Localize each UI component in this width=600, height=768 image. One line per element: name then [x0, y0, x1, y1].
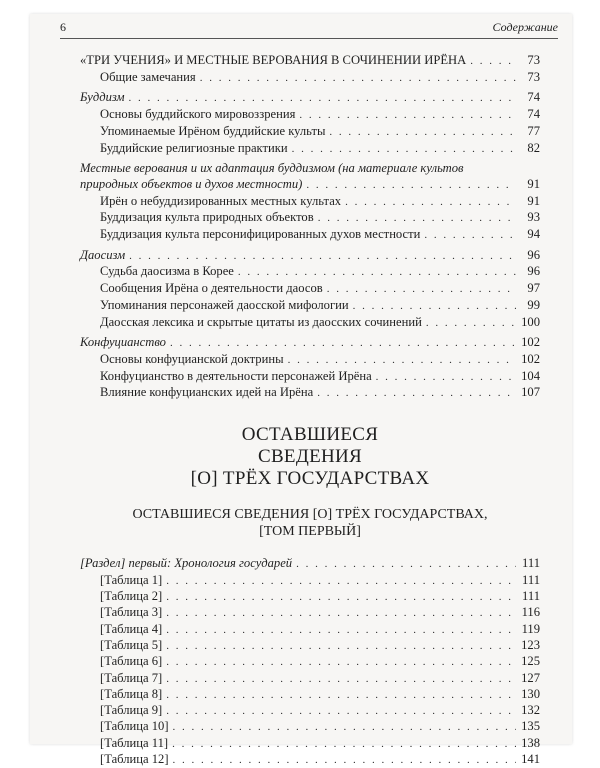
- toc-entry-label: Общие замечания: [100, 69, 196, 84]
- dot-leader: [166, 672, 516, 687]
- toc-entry[interactable]: [80, 124, 540, 141]
- toc-entry-page: 96: [527, 247, 540, 262]
- toc-entry-label: Местные верования и их адаптация буддизмом (на материале культов: [80, 161, 464, 176]
- dot-leader: [470, 54, 516, 70]
- toc-entry-label: Влияние конфуцианских идей на Ирёна: [100, 385, 314, 400]
- toc-entry-label: [Таблица 10]: [100, 719, 169, 734]
- toc-entry-table[interactable]: [80, 654, 540, 670]
- toc-entry-table[interactable]: [80, 605, 540, 621]
- dot-leader: [166, 655, 516, 670]
- toc-section-buddhism[interactable]: [80, 90, 540, 107]
- toc-entry-page: 111: [522, 556, 540, 571]
- toc-entry[interactable]: [80, 194, 540, 211]
- toc-entry-table[interactable]: [80, 638, 540, 654]
- dot-leader: [200, 71, 516, 87]
- running-title: Содержание: [492, 20, 558, 34]
- toc-entry-label: [Таблица 6]: [100, 654, 163, 669]
- toc-entry-page: 132: [521, 703, 540, 718]
- toc-entry-page: 99: [527, 297, 540, 312]
- toc-entry-page: 100: [521, 314, 540, 329]
- toc-entry-label: Упоминаемые Ирёном буддийские культы: [100, 123, 326, 138]
- toc-entry[interactable]: [80, 352, 540, 369]
- toc-entry-label: [Таблица 5]: [100, 637, 163, 652]
- toc-entry-label: [Таблица 11]: [100, 735, 169, 750]
- dot-leader: [318, 211, 516, 227]
- toc-entry-page: 77: [527, 123, 540, 138]
- toc-entry-page: 74: [527, 90, 540, 105]
- toc-entry-label: [Таблица 9]: [100, 703, 163, 718]
- toc-entry-page: 104: [521, 368, 540, 383]
- toc-entry-table[interactable]: [80, 622, 540, 638]
- toc-entry-page: 91: [527, 193, 540, 208]
- toc-entry-label: Конфуцианство: [80, 335, 166, 350]
- toc-section-confucianism[interactable]: [80, 335, 540, 352]
- toc-entry-label: [Раздел] первый: Хронология государей: [80, 556, 293, 571]
- toc-entry-page: 119: [521, 621, 540, 636]
- volume-title-line: ОСТАВШИЕСЯ СВЕДЕНИЯ [О] ТРЁХ ГОСУДАРСТВАХ,: [132, 507, 488, 523]
- dot-leader: [426, 316, 516, 332]
- toc-entry-page: 127: [521, 670, 540, 685]
- part-title-line: ОСТАВШИЕСЯ: [241, 424, 379, 446]
- toc-entry-page: 111: [522, 572, 540, 587]
- dot-leader: [296, 557, 516, 573]
- toc-entry[interactable]: [80, 298, 540, 315]
- toc-entry-page: 141: [521, 752, 540, 767]
- toc-entry-page: 111: [522, 589, 540, 604]
- toc-entry-page: 102: [521, 351, 540, 366]
- table-of-contents: [80, 53, 540, 768]
- toc-entry-label: Основы буддийского мировоззрения: [100, 107, 296, 122]
- dot-leader: [317, 386, 516, 402]
- running-head: [60, 20, 558, 39]
- toc-entry-table[interactable]: [80, 719, 540, 735]
- dot-leader: [129, 91, 516, 107]
- dot-leader: [173, 753, 516, 768]
- toc-entry[interactable]: [80, 210, 540, 227]
- toc-entry-page: 82: [527, 140, 540, 155]
- toc-section-chronology[interactable]: [80, 556, 540, 573]
- toc-entry-label: Сообщения Ирёна о деятельности даосов: [100, 281, 323, 296]
- dot-leader: [166, 639, 516, 654]
- toc-entry-label: «ТРИ УЧЕНИЯ» И МЕСТНЫЕ ВЕРОВАНИЯ В СОЧИНЕНИИ ИРЁНА: [80, 53, 467, 67]
- toc-entry-page: 91: [527, 176, 540, 191]
- toc-entry[interactable]: [80, 264, 540, 281]
- dot-leader: [170, 336, 516, 352]
- toc-entry[interactable]: [80, 141, 540, 158]
- dot-leader: [166, 688, 516, 703]
- toc-entry-label: Буддийские религиозные практики: [100, 140, 288, 155]
- part-title: [80, 424, 540, 490]
- toc-entry[interactable]: [80, 107, 540, 124]
- toc-entry-label: Упоминания персонажей даосской мифологии: [100, 297, 349, 312]
- toc-entry[interactable]: [80, 385, 540, 402]
- toc-entry-label: Судьба даосизма в Корее: [100, 264, 234, 279]
- toc-entry-table[interactable]: [80, 671, 540, 687]
- toc-entry-page: 123: [521, 637, 540, 652]
- toc-entry-page: 73: [527, 69, 540, 84]
- toc-entry-table[interactable]: [80, 687, 540, 703]
- toc-entry[interactable]: [80, 315, 540, 332]
- toc-entry-table[interactable]: [80, 589, 540, 605]
- dot-leader: [327, 282, 516, 298]
- tables-list: [80, 573, 540, 768]
- dot-leader: [166, 623, 516, 638]
- toc-entry[interactable]: [80, 70, 540, 87]
- toc-entry-table[interactable]: [80, 752, 540, 768]
- toc-entry-label: Основы конфуцианской доктрины: [100, 351, 284, 366]
- dot-leader: [166, 704, 516, 719]
- toc-entry-table[interactable]: [80, 573, 540, 589]
- toc-section-local-beliefs[interactable]: [80, 161, 540, 193]
- dot-leader: [129, 249, 516, 265]
- dot-leader: [288, 353, 516, 369]
- toc-entry-label: [Таблица 8]: [100, 686, 163, 701]
- toc-entry-page: 96: [527, 264, 540, 279]
- volume-title: [80, 506, 540, 540]
- dot-leader: [424, 228, 516, 244]
- toc-entry-page: 93: [527, 210, 540, 225]
- toc-entry-label: Ирён о небуддизированных местных культах: [100, 193, 342, 208]
- dot-leader: [166, 574, 516, 589]
- toc-entry-page: 130: [521, 686, 540, 701]
- dot-leader: [238, 265, 516, 281]
- toc-entry-page: 73: [527, 53, 540, 67]
- toc-section-daoism[interactable]: [80, 248, 540, 265]
- toc-entry-label: природных объектов и духов местности): [80, 176, 303, 191]
- dot-leader: [306, 178, 516, 194]
- toc-entry-page: 125: [521, 654, 540, 669]
- toc-entry-label: Конфуцианство в деятельности персонажей Ирёна: [100, 368, 372, 383]
- toc-entry-label: [Таблица 4]: [100, 621, 163, 636]
- toc-entry-label: Буддизация культа природных объектов: [100, 210, 314, 225]
- toc-entry-continuation: [80, 177, 540, 194]
- part-title-line: [О] ТРЁХ ГОСУДАРСТВАХ: [190, 468, 430, 490]
- toc-entry-page: 97: [527, 281, 540, 296]
- toc-entry-page: 116: [521, 605, 540, 620]
- toc-entry-label: [Таблица 7]: [100, 670, 163, 685]
- toc-entry-label: Буддизация культа персонифицированных духов местности: [100, 227, 421, 242]
- dot-leader: [292, 142, 516, 158]
- toc-entry-page: 94: [527, 227, 540, 242]
- dot-leader: [329, 125, 516, 141]
- dot-leader: [173, 720, 516, 735]
- toc-entry-label: [Таблица 2]: [100, 589, 163, 604]
- toc-entry[interactable]: [80, 227, 540, 244]
- dot-leader: [345, 195, 516, 211]
- dot-leader: [166, 590, 516, 605]
- toc-entry-label: Буддизм: [80, 90, 125, 105]
- volume-title-line: [ТОМ ПЕРВЫЙ]: [259, 524, 361, 540]
- dot-leader: [166, 606, 516, 621]
- toc-entry-label: [Таблица 3]: [100, 605, 163, 620]
- dot-leader: [353, 299, 516, 315]
- toc-entry-page: 135: [521, 719, 540, 734]
- toc-entry-page: 102: [521, 335, 540, 350]
- toc-entry-page: 138: [521, 735, 540, 750]
- dot-leader: [376, 370, 516, 386]
- dot-leader: [299, 108, 516, 124]
- toc-entry[interactable]: [80, 281, 540, 298]
- toc-entry-label: Даосская лексика и скрытые цитаты из даосских сочинений: [100, 314, 422, 329]
- toc-entry-label: Даосизм: [80, 247, 126, 262]
- toc-entry-page: 74: [527, 107, 540, 122]
- toc-entry-table[interactable]: [80, 703, 540, 719]
- toc-entry-page: 107: [521, 385, 540, 400]
- page-number: 6: [60, 20, 66, 34]
- toc-entry[interactable]: [80, 369, 540, 386]
- toc-entry-label: [Таблица 1]: [100, 572, 163, 587]
- toc-entry-label: [Таблица 12]: [100, 752, 169, 767]
- part-title-line: СВЕДЕНИЯ: [257, 446, 363, 468]
- toc-section-three-teachings[interactable]: [80, 53, 540, 70]
